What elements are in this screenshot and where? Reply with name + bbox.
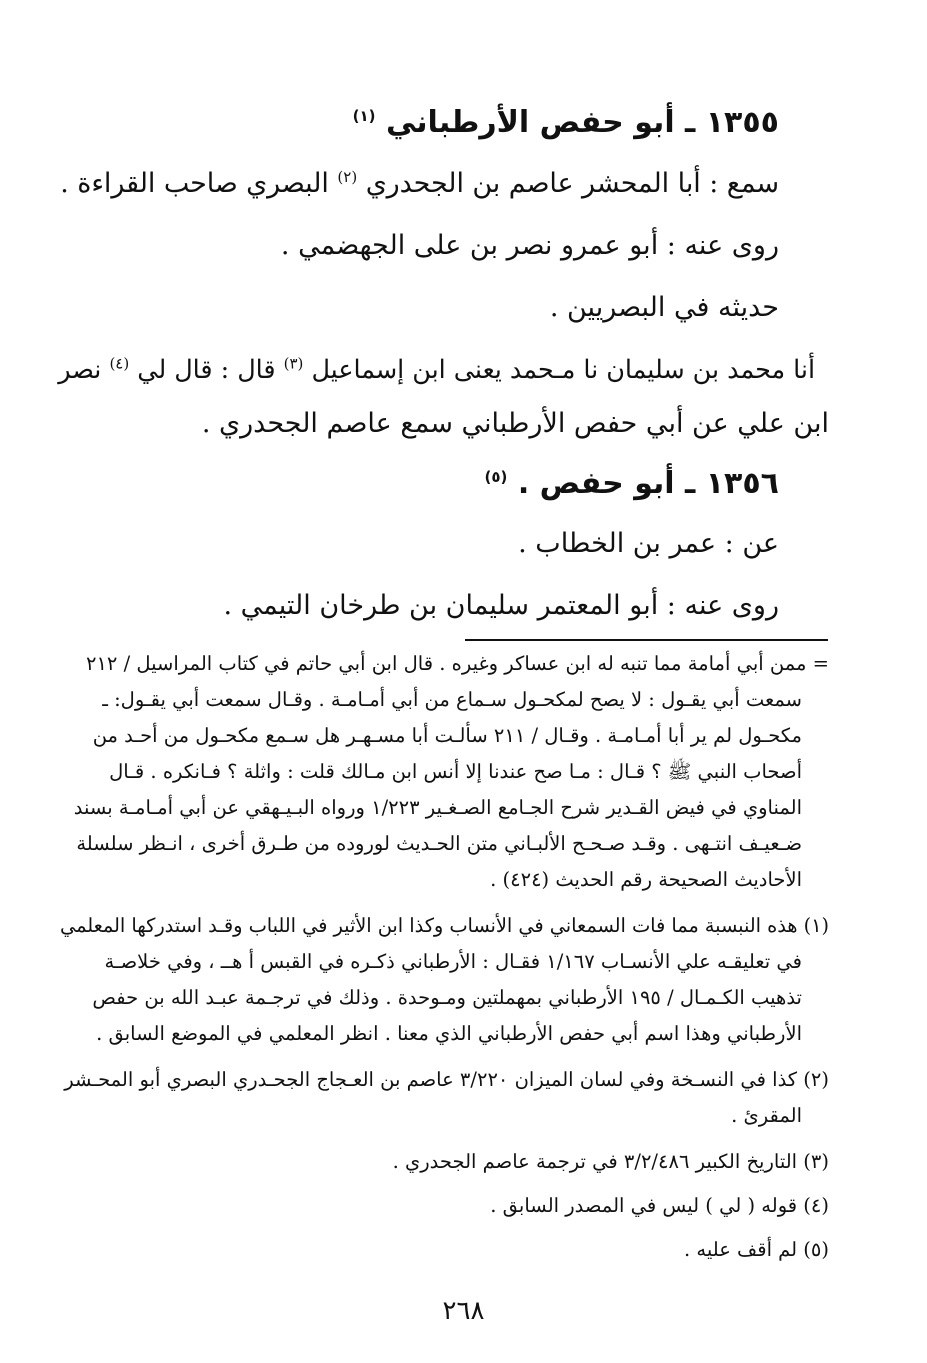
isnad-text: أنا محمد بن سليمان نا مـحمد يعنى ابن إسماعيل [311, 354, 815, 384]
footnote-1-line: في تعليقـه علي الأنسـاب ١/١٦٧ فقـال : الأرطباني ذكـره في القبس أ هــ ، وفي خلاصـة [104, 950, 802, 973]
footnote-ref: (١) [352, 107, 376, 125]
footnote-2-line: المقرئ . [731, 1104, 802, 1127]
entry-1355-sami-line [60, 168, 779, 199]
entry-1356-heading [484, 466, 779, 501]
sami-text-cont: البصري صاحب القراءة . [60, 168, 329, 199]
footnote-ref: (٢) [337, 168, 358, 187]
footnote-1-line: الأرطباني وهذا اسم أبي حفص الأرطباني الذي معنا . انظر المعلمي في الموضع السابق . [96, 1022, 802, 1045]
isnad-text-c: نصر [58, 354, 102, 384]
footnote-continued-line: أصحاب النبي ﷺ ؟ قـال : مـا صح عندنا إلا أنس ابن مـالك قلت : واثلة ؟ فـانكره . قـال [109, 760, 802, 783]
entry-1356-rawa-line: روى عنه : أبو المعتمر سليمان بن طرخان التيمي . [223, 590, 779, 621]
page-number: ٢٦٨ [442, 1296, 485, 1326]
isnad-text-b: قال : قال لي [137, 354, 276, 384]
entry-1355-isnad-line-1 [58, 354, 815, 384]
entry-heading-text: ١٣٥٥ ـ أبو حفص الأرطباني [385, 105, 779, 140]
footnote-continued-line: ضـعيـف انتـهى . وقـد صـحـح الألبـاني متن الحـديث لوروده من طـرق أخرى ، انـظر سلسلة [76, 832, 802, 855]
entry-1355-hadith-line: حديثه في البصريين . [549, 292, 779, 323]
entry-1355-rawa-line: روى عنه : أبو عمرو نصر بن على الجهضمي . [280, 230, 779, 261]
entry-1355-isnad-line-2: ابن علي عن أبي حفص الأرطباني سمع عاصم الجحدري . [201, 408, 829, 439]
footnote-ref: (٥) [484, 468, 508, 486]
footnote-divider [465, 639, 828, 641]
footnote-5-line: (٥) لم أقف عليه . [684, 1238, 829, 1261]
sami-text: سمع : أبا المحشر عاصم بن الجحدري [365, 168, 779, 199]
entry-heading-text: ١٣٥٦ ـ أبو حفص . [517, 466, 779, 501]
footnote-ref: (٤) [109, 354, 130, 373]
entry-1355-heading [353, 105, 779, 140]
footnote-continued-line: الأحاديث الصحيحة رقم الحديث (٤٢٤) . [490, 868, 802, 891]
footnote-continued-line: = ممن أبي أمامة مما تنبه له ابن عساكر وغيره . قال ابن أبي حاتم في كتاب المراسيل / ٢١٢ [85, 652, 829, 675]
footnote-1-line: تذهيب الكـمـال / ١٩٥ الأرطباني بمهملتين ومـوحدة . وذلك في ترجـمة عبـد الله بن حفص [92, 986, 802, 1009]
footnote-continued-line: مكحـول لم ير أبا أمـامـة . وقـال / ٢١١ سألـت أبا مسـهـر هل سـمع مكحـول من أحـد من [92, 724, 802, 747]
footnote-2-line: (٢) كذا في النسـخة وفي لسان الميزان ٣/٢٢٠ عاصم بن العـجاج الجحـدري البصري أبو المحـشر [64, 1068, 829, 1091]
footnote-ref: (٣) [283, 354, 304, 373]
footnote-continued-line: المناوي في فيض القـدير شرح الجـامع الصـغـير ١/٢٢٣ ورواه البـيـهقي عن أبي أمـامـة بسند [73, 796, 802, 819]
footnote-3-line: (٣) التاريخ الكبير ٣/٢/٤٨٦ في ترجمة عاصم الجحدري . [392, 1150, 829, 1173]
entry-1356-an-line: عن : عمر بن الخطاب . [518, 528, 779, 559]
footnote-1-line: (١) هذه النبسبة مما فات السمعاني في الأنساب وكذا ابن الأثير في اللباب وقـد استدركها المعلمي [60, 914, 829, 937]
footnote-continued-line: سمعت أبي يقـول : لا يصح لمكحـول سـماع من أبي أمـامـة . وقـال سمعت أبي يقـول: ـ [102, 688, 802, 711]
footnote-4-line: (٤) قوله ( لي ) ليس في المصدر السابق . [490, 1194, 829, 1217]
